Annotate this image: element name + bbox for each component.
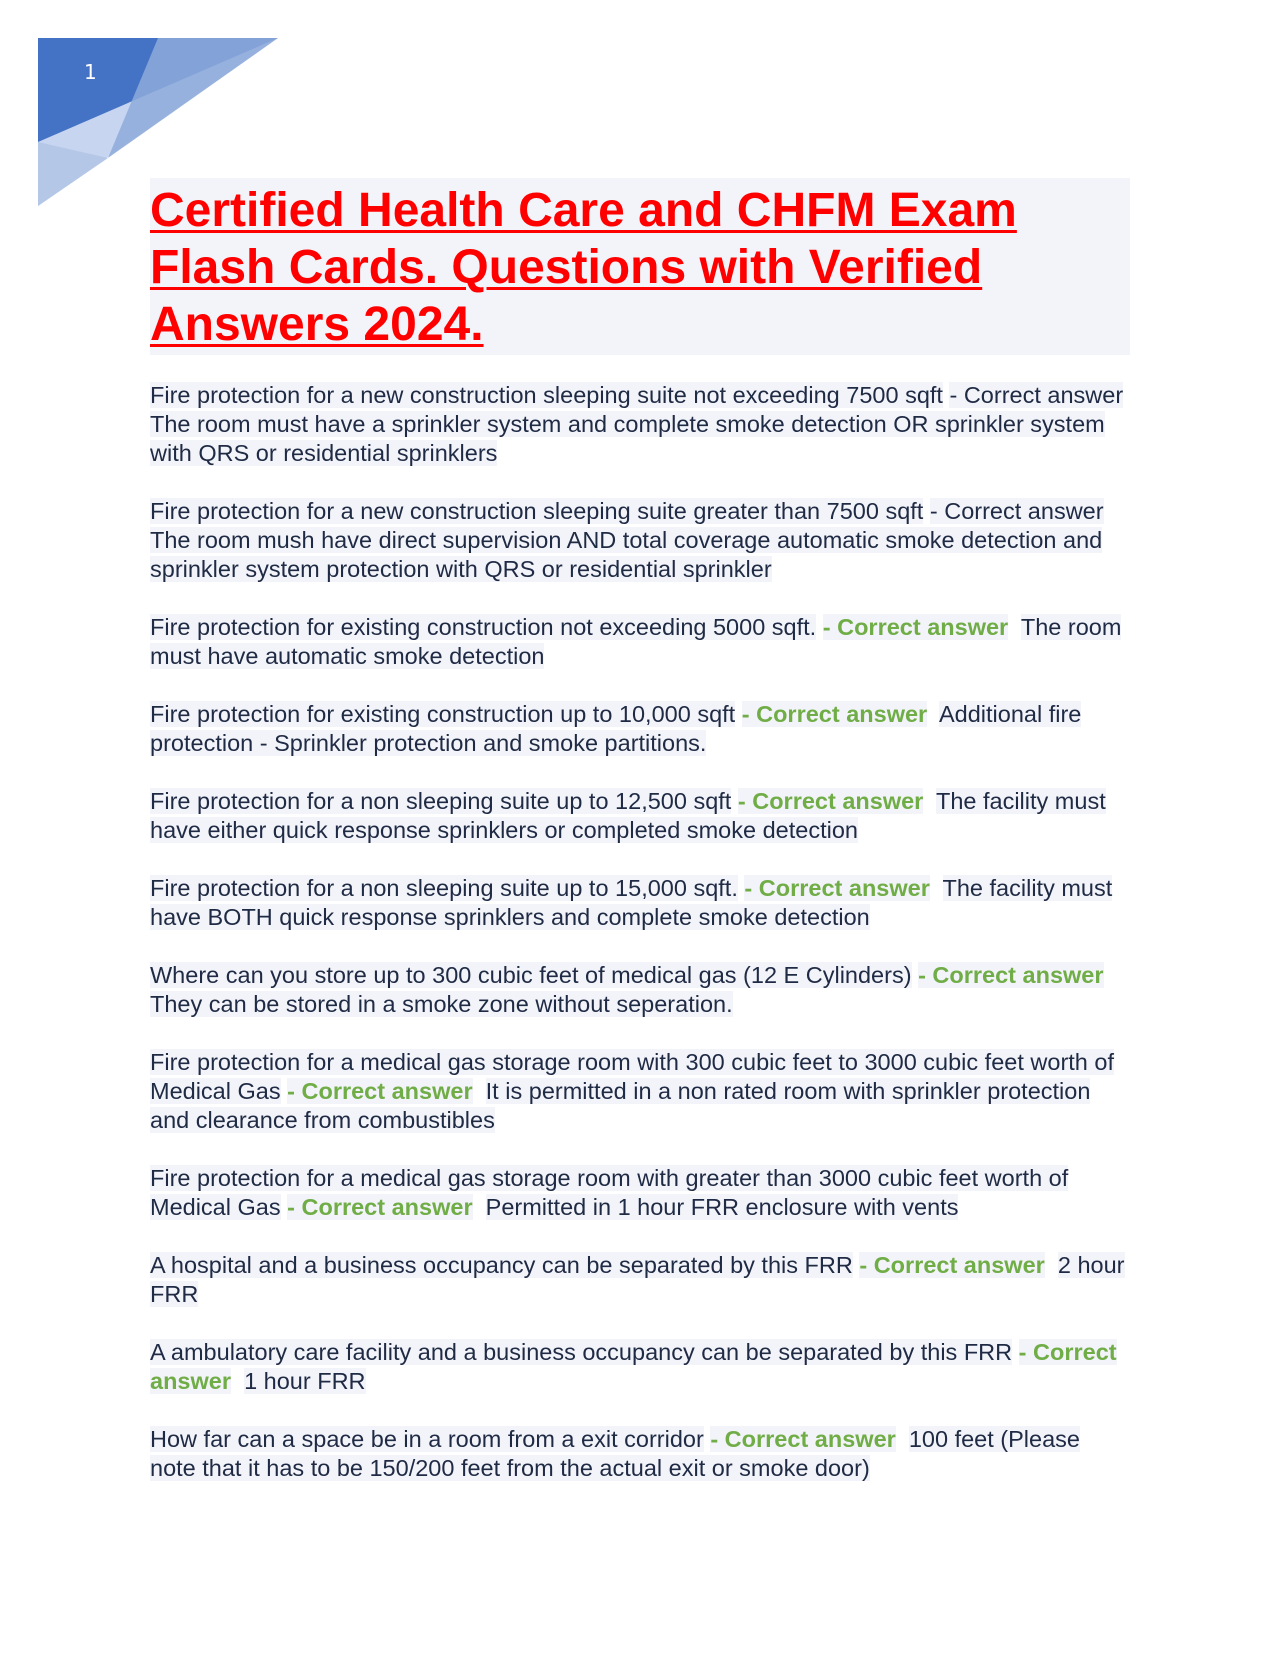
correct-answer-label: - Correct answer <box>744 875 930 901</box>
correct-answer-label: - Correct answer <box>741 701 928 727</box>
correct-answer-label: - Correct answer <box>150 1339 1117 1394</box>
card-question: Fire protection for existing construction up to 10,000 sqft <box>150 701 736 727</box>
card-question: A hospital and a business occupancy can be separated by this FRR <box>150 1252 853 1278</box>
document-body <box>150 178 1130 1512</box>
correct-answer-label: - Correct answer <box>710 1426 896 1452</box>
card-answer: The room must have automatic smoke detection <box>150 614 1122 669</box>
card-question: Fire protection for existing construction not exceeding 5000 sqft. <box>150 614 817 640</box>
card-answer: It is permitted in a non rated room with sprinkler protection and clearance from combustibles <box>150 1078 1091 1133</box>
card-question: Fire protection for a medical gas storage room with 300 cubic feet to 3000 cubic feet worth of Medical Gas <box>150 1049 1115 1104</box>
flash-card <box>150 1251 1130 1309</box>
card-answer: 2 hour FRR <box>150 1252 1125 1307</box>
correct-answer-label: - Correct answer <box>737 788 924 814</box>
card-question: A ambulatory care facility and a business occupancy can be separated by this FRR <box>150 1339 1013 1365</box>
card-answer: 100 feet (Please note that it has to be 150/200 feet from the actual exit or smoke door) <box>150 1426 1080 1481</box>
card-question: Where can you store up to 300 cubic feet of medical gas (12 E Cylinders) <box>150 962 912 988</box>
card-question: Fire protection for a medical gas storage room with greater than 3000 cubic feet worth of Medical Gas <box>150 1165 1069 1220</box>
page-number: 1 <box>84 60 97 84</box>
card-answer: The room mush have direct supervision AND total coverage automatic smoke detection and sprinkler system protection with QRS or residential sprinkler <box>150 527 1103 582</box>
flash-card <box>150 874 1130 932</box>
page-title: Certified Health Care and CHFM Exam Flash Cards. Questions with Verified Answers 2024. <box>150 184 1017 351</box>
card-question: Fire protection for a new construction sleeping suite greater than 7500 sqft <box>150 498 924 524</box>
card-answer: The room must have a sprinkler system and complete smoke detection OR sprinkler system with QRS or residential sprinklers <box>150 411 1105 466</box>
flash-card-list <box>150 381 1130 1483</box>
card-question: Fire protection for a non sleeping suite up to 12,500 sqft <box>150 788 732 814</box>
title-block <box>150 178 1130 355</box>
card-answer: 1 hour FRR <box>244 1368 366 1394</box>
correct-answer-label: - Correct answer <box>929 498 1104 524</box>
correct-answer-label: - Correct answer <box>859 1252 1045 1278</box>
flash-card <box>150 787 1130 845</box>
card-answer: The facility must have BOTH quick response sprinklers and complete smoke detection <box>150 875 1113 930</box>
correct-answer-label: - Correct answer <box>949 382 1124 408</box>
correct-answer-label: - Correct answer <box>918 962 1104 988</box>
flash-card <box>150 613 1130 671</box>
flash-card <box>150 1164 1130 1222</box>
card-question: Fire protection for a new construction sleeping suite not exceeding 7500 sqft <box>150 382 943 408</box>
correct-answer-label: - Correct answer <box>287 1194 473 1220</box>
flash-card <box>150 1425 1130 1483</box>
flash-card <box>150 1048 1130 1135</box>
card-question: How far can a space be in a room from a exit corridor <box>150 1426 704 1452</box>
card-question: Fire protection for a non sleeping suite up to 15,000 sqft. <box>150 875 738 901</box>
correct-answer-label: - Correct answer <box>822 614 1009 640</box>
card-answer: They can be stored in a smoke zone without seperation. <box>150 991 733 1017</box>
flash-card <box>150 497 1130 584</box>
card-answer: Additional fire protection - Sprinkler protection and smoke partitions. <box>150 701 1082 756</box>
flash-card <box>150 1338 1130 1396</box>
flash-card <box>150 961 1130 1019</box>
flash-card <box>150 381 1130 468</box>
card-answer: Permitted in 1 hour FRR enclosure with vents <box>485 1194 959 1220</box>
correct-answer-label: - Correct answer <box>287 1078 473 1104</box>
flash-card <box>150 700 1130 758</box>
card-answer: The facility must have either quick response sprinklers or completed smoke detection <box>150 788 1106 843</box>
